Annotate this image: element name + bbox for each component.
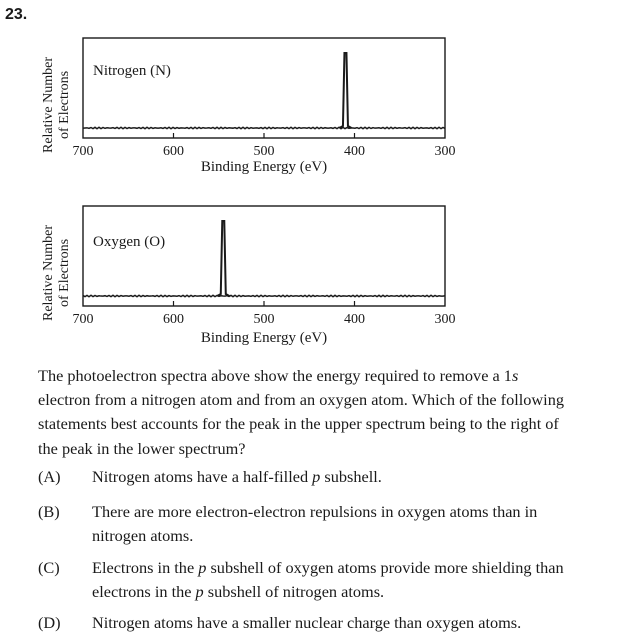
choice-line: There are more electron-electron repulsions in oxygen atoms than in <box>92 502 538 521</box>
choice-text <box>92 611 620 635</box>
x-tick-label: 500 <box>253 144 275 159</box>
x-ticks <box>73 301 456 327</box>
choice-letter: (C) <box>38 558 60 577</box>
y-axis-label-line2: of Electrons <box>57 70 72 140</box>
stem-line: the peak in the lower spectrum? <box>38 438 246 458</box>
stem-line: electron from a nitrogen atom and from an oxygen atom. Which of the following <box>38 390 564 410</box>
x-tick-label: 500 <box>253 312 275 327</box>
stem-line: statements best accounts for the peak in the upper spectrum being to the right of <box>38 414 559 434</box>
x-axis-label: Binding Energy (eV) <box>200 159 328 175</box>
choice-line: electrons in the p subshell of nitrogen atoms. <box>92 582 385 602</box>
panel-label: Nitrogen (N) <box>93 63 171 79</box>
x-axis-label: Binding Energy (eV) <box>200 330 328 346</box>
plot-frame <box>83 206 445 306</box>
question-stem <box>38 364 622 461</box>
spectrum-peak <box>217 221 229 296</box>
choice-text <box>92 465 620 489</box>
x-tick-label: 400 <box>344 312 365 327</box>
choice-letter: (A) <box>38 467 61 486</box>
x-tick-label: 700 <box>72 144 94 159</box>
y-axis-label-line1: Relative Number <box>41 224 56 322</box>
nitrogen-spectrum-chart <box>0 30 470 180</box>
x-tick-label: 700 <box>72 312 94 327</box>
stem-text: The photoelectron spectra above show the energy required to remove a 1 <box>38 366 512 385</box>
oxygen-spectrum-chart <box>0 198 470 348</box>
choice-letter: (D) <box>38 613 61 632</box>
panel-label: Oxygen (O) <box>93 234 166 250</box>
x-tick-label: 600 <box>163 144 184 159</box>
choice-line: Electrons in the p subshell of oxygen atoms provide more shielding than <box>92 558 564 577</box>
choice-text <box>92 556 620 604</box>
stem-line <box>38 364 622 388</box>
choice-letter: (B) <box>38 502 60 521</box>
question-number: 23. <box>5 6 28 23</box>
choice-line: Nitrogen atoms have a smaller nuclear charge than oxygen atoms. <box>92 613 522 632</box>
x-ticks <box>73 133 456 159</box>
baseline-trace <box>83 295 445 296</box>
y-axis-label-line1: Relative Number <box>41 56 56 154</box>
x-tick-label: 400 <box>344 144 365 159</box>
choice-line: Nitrogen atoms have a half-filled p subshell. <box>92 467 382 486</box>
choice-text <box>92 500 620 548</box>
baseline-trace <box>83 127 445 128</box>
choice-line: nitrogen atoms. <box>92 526 194 546</box>
stem-italic-s: s <box>511 366 519 385</box>
y-axis-label-line2: of Electrons <box>57 238 72 308</box>
plot-frame <box>83 38 445 138</box>
x-tick-label: 300 <box>434 312 456 327</box>
x-tick-label: 300 <box>434 144 456 159</box>
spectrum-peak <box>339 53 351 128</box>
x-tick-label: 600 <box>163 312 184 327</box>
